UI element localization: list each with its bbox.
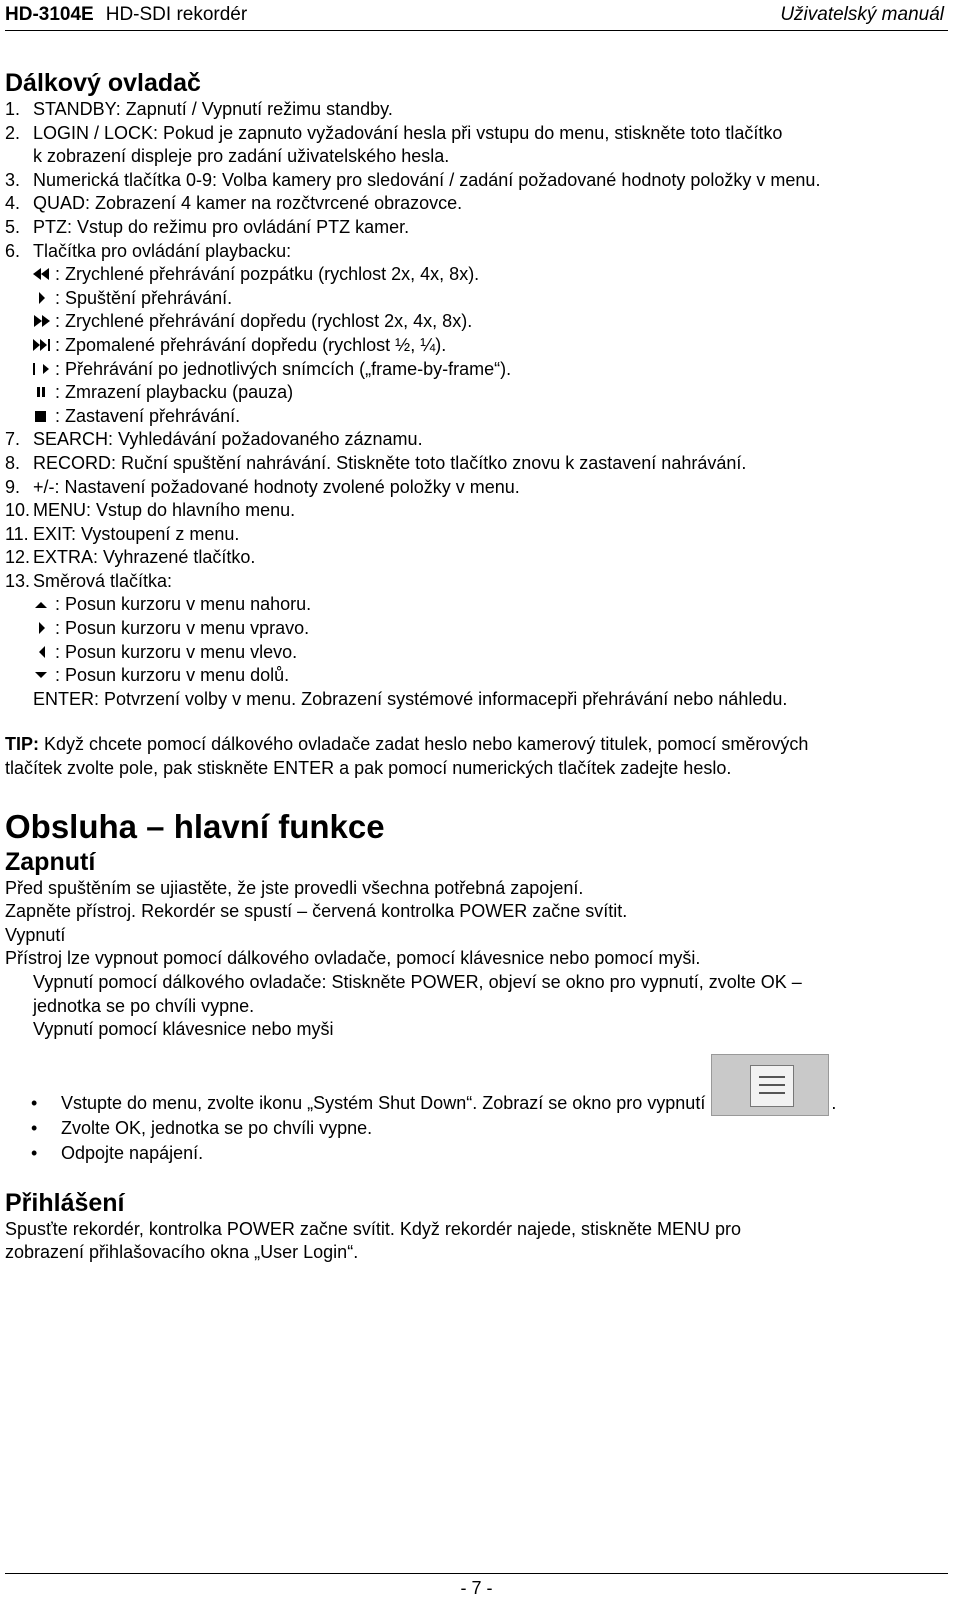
bullet: • (31, 1117, 38, 1138)
item-text: RECORD: Ruční spuštění nahrávání. Stiskněte toto tlačítko znovu k zastavení nahrávání. (33, 452, 747, 473)
item-continuation: k zobrazení displeje pro zadání uživatelského hesla. (33, 146, 450, 167)
list-item (5, 1116, 950, 1141)
list-item (5, 240, 950, 264)
item-number: 9. (5, 476, 21, 497)
item-text: +/-: Nastavení požadované hodnoty zvolené položky v menu. (33, 476, 520, 497)
text-line: Vypnutí pomocí klávesnice nebo myši (33, 1019, 334, 1040)
rewind-icon (33, 263, 55, 287)
product-name: HD-SDI rekordér (105, 4, 248, 25)
pause-icon (33, 381, 55, 405)
item-number: 11. (5, 523, 29, 544)
playback-text: : Zmrazení playbacku (pauza) (55, 382, 294, 403)
item-number: 12. (5, 547, 31, 568)
bullet-text: Zvolte OK, jednotka se po chvíli vypne. (61, 1117, 373, 1138)
list-item (5, 428, 950, 452)
playback-item (5, 334, 950, 358)
item-text: Směrová tlačítka: (33, 570, 173, 591)
power-on-title: Zapnutí (5, 847, 96, 876)
playback-item (5, 287, 950, 311)
list-item (5, 523, 950, 547)
arrow-text: : Posun kurzoru v menu nahoru. (55, 594, 312, 615)
playback-text: : Zpomalené přehrávání dopředu (rychlost ½, ¼). (55, 334, 447, 355)
item-text: EXTRA: Vyhrazené tlačítko. (33, 547, 256, 568)
playback-text: : Zrychlené přehrávání dopředu (rychlost 2x, 4x, 8x). (55, 311, 473, 332)
tip-text: Když chcete pomocí dálkového ovladače zadat heslo nebo kamerový titulek, pomocí směrových (39, 734, 809, 755)
item-text: LOGIN / LOCK: Pokud je zapnuto vyžadování hesla při vstupu do menu, stiskněte toto tlačítko (33, 122, 783, 143)
tip-text-line2: tlačítek zvolte pole, pak stiskněte ENTER a pak pomocí numerických tlačítek zadejte heslo. (5, 758, 732, 779)
item-text: MENU: Vstup do hlavního menu. (33, 500, 296, 521)
shutdown-window-image (711, 1054, 829, 1116)
text-line: Vypnutí pomocí dálkového ovladače: Stiskněte POWER, objeví se okno pro vypnutí, zvolte OK – (33, 972, 802, 992)
item-text: Numerická tlačítka 0-9: Volba kamery pro sledování / zadání požadované hodnoty položky v menu. (33, 169, 821, 190)
remote-section-title: Dálkový ovladač (5, 69, 201, 97)
item-number: 3. (5, 169, 21, 190)
list-item (5, 570, 950, 594)
item-number: 13. (5, 570, 31, 591)
down-arrow-icon (33, 664, 55, 688)
playback-item (5, 263, 950, 287)
manual-title: Uživatelský manuál (780, 4, 944, 25)
shutdown-steps (5, 1054, 950, 1166)
playback-text: : Spuštění přehrávání. (55, 287, 233, 308)
enter-description: ENTER: Potvrzení volby v menu. Zobrazení systémové informacepři přehrávání nebo náhledu. (33, 688, 788, 709)
slow-forward-icon (33, 334, 55, 358)
item-number: 6. (5, 240, 21, 261)
arrow-item (5, 593, 950, 617)
list-item (5, 499, 950, 523)
bullet: • (31, 1092, 38, 1113)
right-arrow-icon (33, 617, 55, 641)
text-line: Zapněte přístroj. Rekordér se spustí – červená kontrolka POWER začne svítit. (5, 901, 628, 922)
list-item (5, 169, 950, 193)
bullet-end: . (831, 1092, 837, 1113)
item-number: 8. (5, 452, 21, 473)
playback-item (5, 310, 950, 334)
playback-text: : Přehrávání po jednotlivých snímcích („frame-by-frame“). (55, 358, 512, 379)
text-line: Spusťte rekordér, kontrolka POWER začne svítit. Když rekordér najede, stiskněte MENU pro (5, 1218, 742, 1239)
playback-text: : Zrychlené přehrávání pozpátku (rychlost 2x, 4x, 8x). (55, 264, 480, 285)
up-arrow-icon (33, 593, 55, 617)
text-line: Přístroj lze vypnout pomocí dálkového ovladače, pomocí klávesnice nebo pomocí myši. (5, 948, 701, 969)
tip-label: TIP: (5, 734, 39, 755)
list-item (5, 476, 950, 500)
item-text: PTZ: Vstup do režimu pro ovládání PTZ kamer. (33, 216, 410, 237)
arrow-text: : Posun kurzoru v menu dolů. (55, 665, 290, 686)
item-text: STANDBY: Zapnutí / Vypnutí režimu standby. (33, 99, 393, 119)
text-line: Vypnutí (5, 924, 66, 945)
list-item (5, 452, 950, 476)
page-footer (5, 1573, 948, 1599)
bullet-text: Vstupte do menu, zvolte ikonu „Systém Shut Down“. Zobrazí se okno pro vypnutí (61, 1092, 706, 1113)
arrow-item (5, 617, 950, 641)
fast-forward-icon (33, 310, 55, 334)
item-number: 2. (5, 122, 21, 143)
arrow-text: : Posun kurzoru v menu vpravo. (55, 618, 310, 639)
playback-item (5, 381, 950, 405)
page-content (5, 68, 950, 1265)
playback-text: : Zastavení přehrávání. (55, 405, 241, 426)
text-line: jednotka se po chvíli vypne. (33, 995, 255, 1016)
model-name: HD-3104E (5, 4, 94, 25)
list-item (5, 122, 950, 146)
list-item (5, 1141, 950, 1166)
list-item (5, 546, 950, 570)
item-text: EXIT: Vystoupení z menu. (33, 523, 240, 544)
item-text: Tlačítka pro ovládání playbacku: (33, 240, 292, 261)
bullet: • (31, 1142, 38, 1163)
play-icon (33, 287, 55, 311)
list-item (5, 216, 950, 240)
list-item (5, 192, 950, 216)
item-number: 7. (5, 429, 21, 450)
arrow-item (5, 641, 950, 665)
tip-paragraph (5, 733, 950, 757)
frame-step-icon (33, 358, 55, 382)
arrow-text: : Posun kurzoru v menu vlevo. (55, 641, 298, 662)
item-number: 5. (5, 216, 21, 237)
arrow-item (5, 664, 950, 688)
list-item (5, 98, 950, 122)
item-number: 1. (5, 99, 21, 119)
stop-icon (33, 405, 55, 429)
item-number: 4. (5, 193, 21, 214)
item-text: QUAD: Zobrazení 4 kamer na rozčtvrcené obrazovce. (33, 193, 463, 214)
text-line: zobrazení přihlašovacího okna „User Login“. (5, 1242, 359, 1263)
page-number: - 7 - (460, 1578, 493, 1598)
list-item (5, 1054, 950, 1116)
login-title: Přihlášení (5, 1188, 125, 1217)
playback-item (5, 358, 950, 382)
bullet-text: Odpojte napájení. (61, 1142, 204, 1163)
item-number: 10. (5, 500, 31, 521)
item-text: SEARCH: Vyhledávání požadovaného záznamu. (33, 429, 423, 450)
playback-item (5, 405, 950, 429)
text-line: Před spuštěním se ujiastěte, že jste provedli všechna potřebná zapojení. (5, 877, 584, 898)
main-section-title: Obsluha – hlavní funkce (5, 807, 385, 845)
left-arrow-icon (33, 641, 55, 665)
page-header (5, 0, 948, 31)
